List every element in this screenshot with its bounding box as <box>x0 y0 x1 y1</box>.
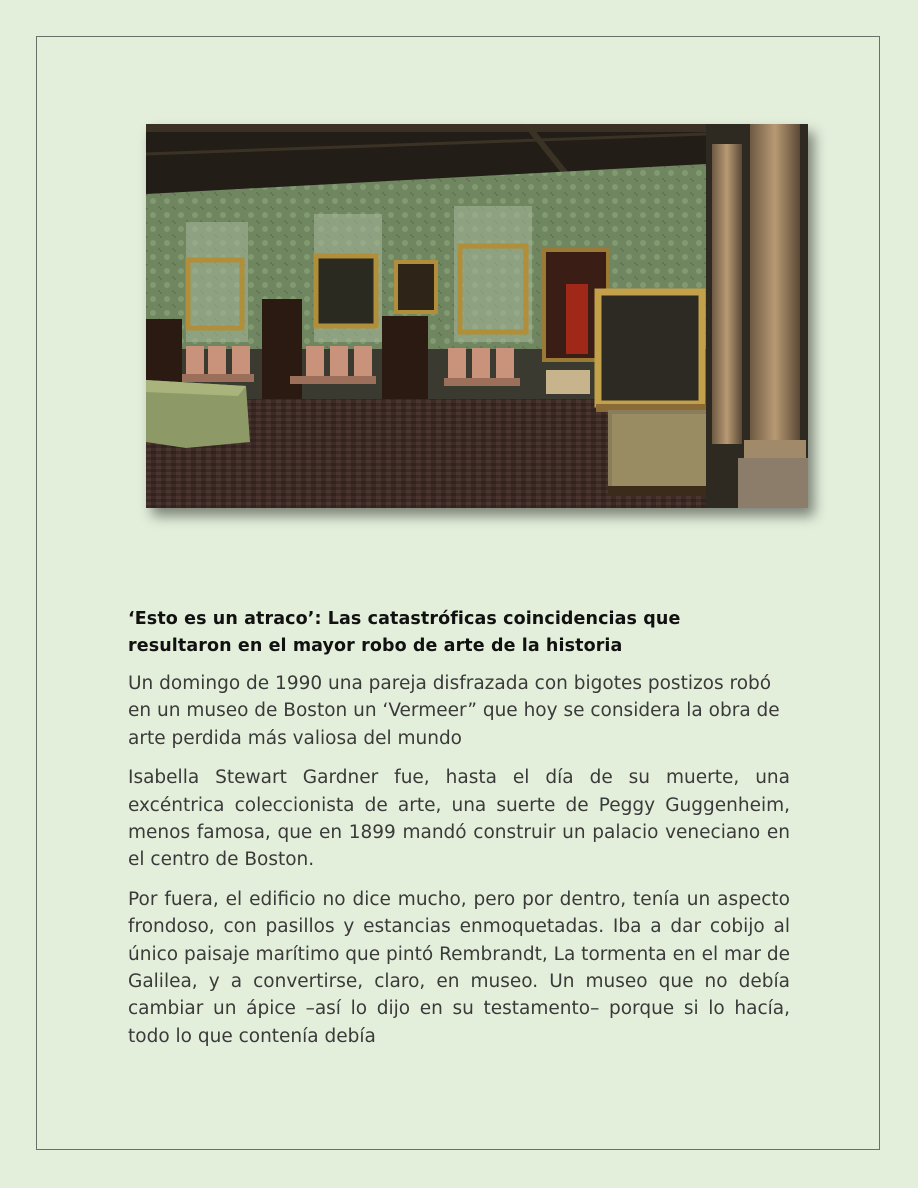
museum-gallery-photo <box>146 124 808 508</box>
article-paragraph: Por fuera, el edificio no dice mucho, pero por dentro, tenía un aspecto frondoso, con pasillos y estancias enmoquetadas. Iba a dar cobijo al único paisaje marítimo que pintó Rembrandt, La tormenta en el mar de Galilea, y a convertirse, claro, en museo. Un museo que no debía cambiar un ápice –así lo dijo en su testamento– porque si lo hacía, todo lo que contenía debía <box>128 888 790 1047</box>
article-body <box>128 606 790 1062</box>
article-title: ‘Esto es un atraco’: Las catastróficas coincidencias que resultaron en el mayor robo de arte de la historia <box>128 609 681 656</box>
article-subtitle: Un domingo de 1990 una pareja disfrazada con bigotes postizos robó en un museo de Boston un ‘Vermeer” que hoy se considera la obra de arte perdida más valiosa del mundo <box>128 673 780 749</box>
article-paragraph: Isabella Stewart Gardner fue, hasta el día de su muerte, una excéntrica coleccionista de arte, una suerte de Peggy Guggenheim, menos famosa, que en 1899 mandó construir un palacio veneciano en el centro de Boston. <box>128 767 790 871</box>
